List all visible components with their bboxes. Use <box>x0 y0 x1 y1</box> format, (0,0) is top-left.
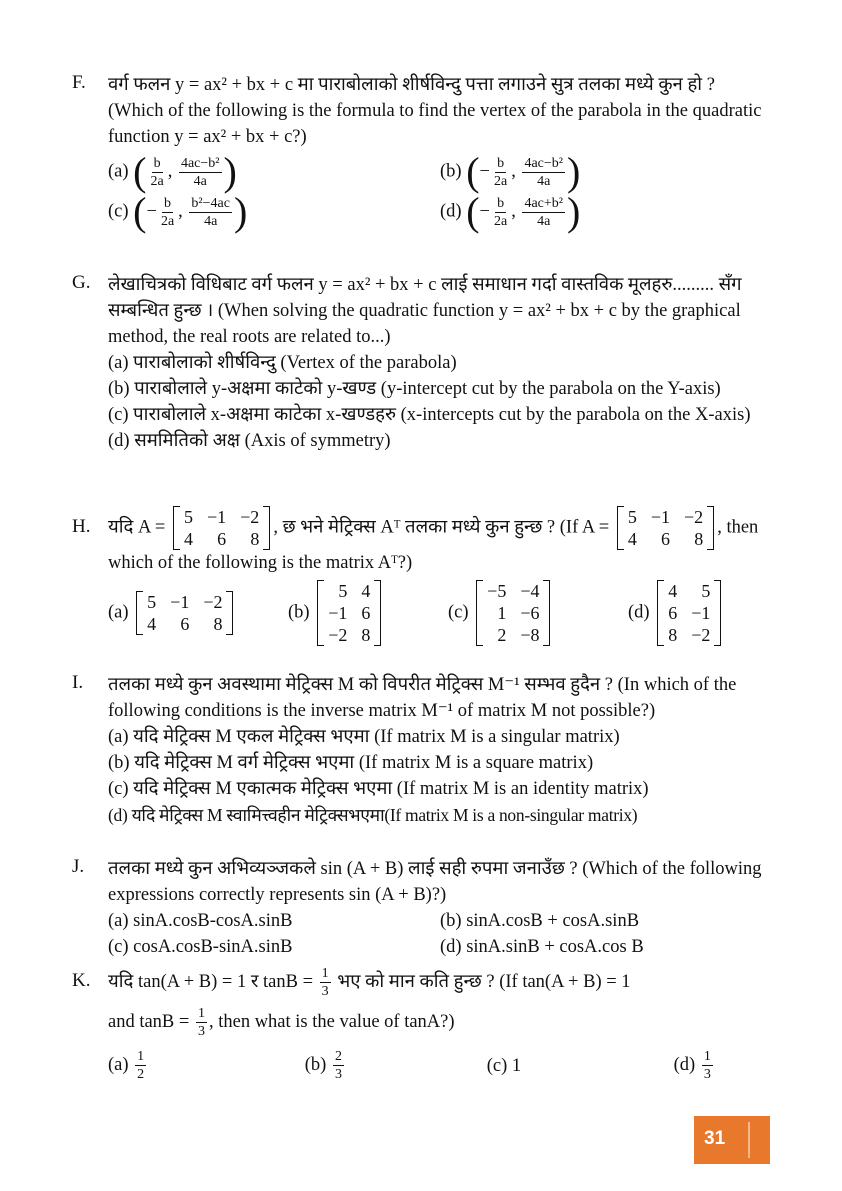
option-b: (b) (− $\frac{b}{2a}$ , $\frac{\text{4ac−b²}}{4a}$ ) <box>440 149 581 194</box>
question-label: G. <box>72 272 91 293</box>
question-label: J. <box>72 856 85 877</box>
question-text: तलका मध्ये कुन अभिव्यञ्जकले sin (A + B) लाई सही रुपमा जनाउँछ ? (Which of the following expressions correctly represents sin (A + B)?) <box>108 859 762 905</box>
option-a: (a) sinA.cosB-cosA.sinB <box>108 911 293 931</box>
question-i <box>72 672 772 828</box>
question-label: F. <box>72 72 86 93</box>
option-b: (b) यदि मेट्रिक्स M वर्ग मेट्रिक्स भएमा (If matrix M is a square matrix) <box>108 753 594 773</box>
question-text: यदि A = 5 −1 −2 4 6 8 , छ भने मेट्रिक्स Aᵀ तलका मध्ये कुन हुन्छ ? (If A = 5 −1 −2 4 6 8 , then which of the following is the matrix Aᵀ?) <box>108 507 759 573</box>
option-c: (c) 1 <box>486 1055 522 1076</box>
page-number-badge <box>694 1116 770 1164</box>
option-b: (b) 5 4 −1 6 −2 8 <box>288 580 448 646</box>
option-c: (c) पाराबोलाले x-अक्षमा काटेका x-खण्डहरु (x-intercepts cut by the parabola on the X-axis) <box>108 405 751 425</box>
question-j <box>72 856 772 960</box>
option-a: (a) यदि मेट्रिक्स M एकल मेट्रिक्स भएमा (If matrix M is a singular matrix) <box>108 727 620 747</box>
question-text: तलका मध्ये कुन अवस्थामा मेट्रिक्स M को विपरीत मेट्रिक्स M⁻¹ सम्भव हुदैन ? (In which of the following conditions is the inverse matrix M⁻¹ of matrix M not possible?) <box>108 675 737 721</box>
question-text: लेखाचित्रको विधिबाट वर्ग फलन y = ax² + bx + c लाई समाधान गर्दा वास्तविक मूलहरु......... सँग सम्बन्धित हुन्छ । (When solving the quadratic function y = ax² + bx + c by the graphical method, the real roots are related to...) <box>108 275 742 347</box>
question-label: H. <box>72 516 91 537</box>
option-c: (c) cosA.cosB-sinA.sinB <box>108 937 293 957</box>
option-a: (a) $\frac{1}{2}$ <box>108 1049 145 1082</box>
option-b: (b) sinA.cosB + cosA.sinB <box>440 911 640 931</box>
option-d: (d) सममितिको अक्ष (Axis of symmetry) <box>108 431 391 451</box>
option-c: (c) (− $\frac{b}{2a}$ , $\frac{\text{b²−4ac}}{4a}$ ) <box>108 189 248 234</box>
option-a: (a) 5 −1 −2 4 6 8 <box>108 591 288 635</box>
option-b: (b) पाराबोलाले y-अक्षमा काटेको y-खण्ड (y-intercept cut by the parabola on the Y-axis) <box>108 379 721 399</box>
option-d: (d) sinA.sinB + cosA.cos B <box>440 937 644 957</box>
question-label: K. <box>72 970 91 991</box>
matrix-a: 5 −1 −2 4 6 8 <box>173 506 270 550</box>
question-k <box>72 962 772 1083</box>
badge-stripe <box>748 1122 750 1158</box>
question-g <box>72 272 772 454</box>
question-text: वर्ग फलन y = ax² + bx + c मा पाराबोलाको शीर्षविन्दु पत्ता लगाउने सुत्र तलका मध्ये कुन हो ? (Which of the following is the formula to find the vertex of the parabola in the quadratic function y = ax² + bx + c?) <box>108 75 762 147</box>
option-d: (d) (− $\frac{b}{2a}$ , $\frac{\text{4ac+b²}}{4a}$ ) <box>440 189 581 234</box>
option-d: (d) $\frac{1}{3}$ <box>673 1049 711 1082</box>
option-c: (c) यदि मेट्रिक्स M एकात्मक मेट्रिक्स भएमा (If matrix M is an identity matrix) <box>108 779 649 799</box>
option-b: (b) $\frac{2}{3}$ <box>304 1049 342 1082</box>
option-d: (d) यदि मेट्रिक्स M स्वामित्त्वहीन मेट्रिक्सभएमा(If matrix M is a non-singular matrix) <box>108 805 638 825</box>
question-h <box>72 506 772 646</box>
question-text: यदि tan(A + B) = 1 र tanB = $\frac{1}{3}$ भए को मान कति हुन्छ ? (If tan(A + B) = 1 and tanB = $\frac{1}{3}$ , then what is the value of tanA?) <box>108 966 631 1040</box>
option-d: (d) 4 5 6 −1 8 −2 <box>628 580 768 646</box>
option-a: (a) ( $\frac{b}{2a}$ , $\frac{\text{4ac−b²}}{4a}$ ) <box>108 149 237 194</box>
page-number: 31 <box>704 1128 726 1149</box>
question-label: I. <box>72 672 84 693</box>
option-a: (a) पाराबोलाको शीर्षविन्दु (Vertex of the parabola) <box>108 353 457 373</box>
option-c: (c) −5 −4 1 −6 2 −8 <box>448 580 628 646</box>
matrix-a: 5 −1 −2 4 6 8 <box>617 506 714 550</box>
question-f <box>72 72 772 232</box>
